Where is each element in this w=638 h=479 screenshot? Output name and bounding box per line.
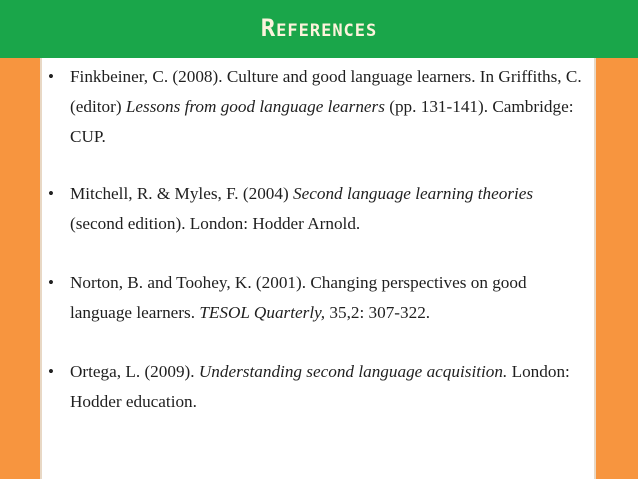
slide-title: References	[260, 14, 378, 42]
reference-text-plain: 35,2: 307-322.	[325, 303, 431, 322]
reference-text-plain: Norton, B. and Toohey, K. (2001). Changing perspectives on good language learners.	[70, 273, 527, 322]
reference-text	[70, 62, 584, 152]
reference-text-plain: (pp. 131-141). Cambridge: CUP.	[70, 97, 574, 146]
reference-text	[70, 268, 584, 328]
reference-text-plain: Ortega, L. (2009).	[70, 362, 199, 381]
bullet: •	[48, 184, 54, 203]
bullet: •	[48, 67, 54, 86]
title-bar	[0, 0, 638, 58]
reference-text-plain: London: Hodder education.	[70, 362, 570, 411]
slide-content	[42, 58, 594, 479]
left-side-bar	[0, 58, 42, 479]
reference-text	[70, 357, 584, 417]
reference-text-italic: Lessons from good language learners	[125, 97, 385, 116]
reference-text-italic: Second language learning theories	[293, 184, 534, 203]
reference-text-plain: Mitchell, R. & Myles, F. (2004)	[70, 184, 294, 203]
reference-text-plain: (second edition). London: Hodder Arnold.	[70, 214, 361, 233]
bullet: •	[48, 362, 54, 381]
reference-text-italic: Understanding second language acquisition.	[198, 362, 508, 381]
right-side-bar	[594, 58, 638, 479]
reference-text-plain: Finkbeiner, C. (2008). Culture and good language learners. In Griffiths, C. (editor)	[70, 67, 582, 116]
bullet: •	[48, 273, 54, 292]
reference-text	[70, 179, 584, 239]
reference-text-italic: TESOL Quarterly,	[199, 303, 326, 322]
